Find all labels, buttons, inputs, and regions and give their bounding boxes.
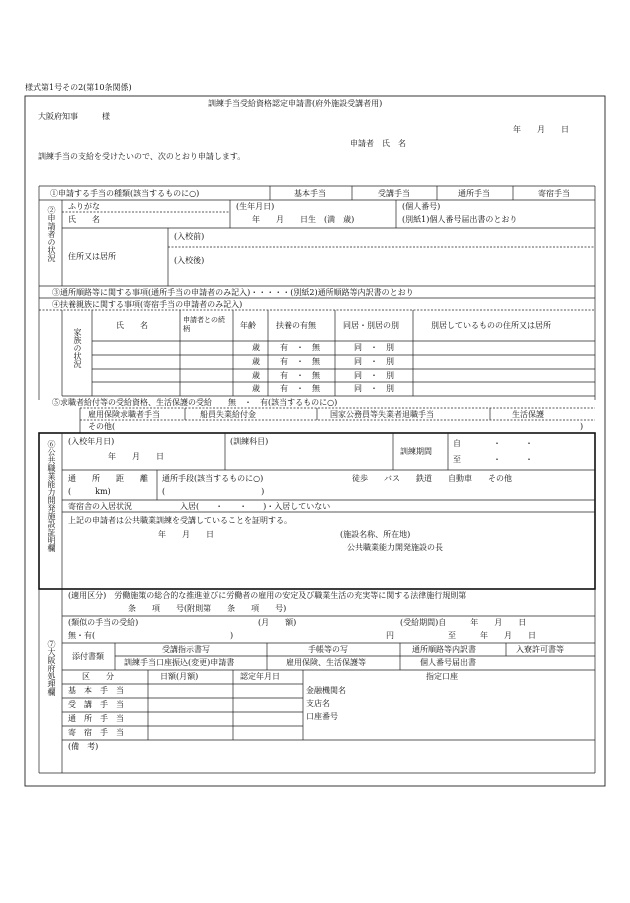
distance-km: ( km) xyxy=(68,487,111,496)
support-choice[interactable]: 有 ・ 無 xyxy=(280,357,320,366)
commute-distance-label: 通 所 距 離 xyxy=(68,474,148,483)
col-support: 扶養の有無 xyxy=(276,321,316,330)
commute-means-paren: ( ) xyxy=(162,487,265,496)
col-name: 氏 名 xyxy=(116,321,148,330)
receipt-period-to: 至 年 月 日 xyxy=(448,631,536,640)
row-attend: 受 講 手 当 xyxy=(68,700,124,709)
doc-insurance[interactable]: 雇用保険、生活保護等 xyxy=(286,658,366,667)
certification-text: 上記の申請者は公共職業訓練を受講していることを証明する。 xyxy=(68,516,292,525)
allowance-type-label: ①申請する手当の種類(該当するものに○) xyxy=(50,189,200,198)
benefit-welfare[interactable]: 生活保護 xyxy=(512,410,544,419)
osaka-processing-side-label: ⑦大阪府処理欄 xyxy=(47,640,56,696)
period-to: 至 ・ ・ xyxy=(453,455,533,464)
cohabit-choice[interactable]: 同 ・ 別 xyxy=(354,343,394,352)
doc-route-detail[interactable]: 通所順路等内訳書 xyxy=(412,645,476,654)
row-basic: 基 本 手 当 xyxy=(68,686,124,695)
dob-label: (生年月日) xyxy=(236,202,275,211)
opt-dorm[interactable]: 寄宿手当 xyxy=(538,189,570,198)
age-unit: 歳 xyxy=(252,343,260,352)
col-cohabit: 同居・別居の別 xyxy=(343,321,399,330)
benefit-seamen[interactable]: 船員失業給付金 xyxy=(200,410,256,419)
doc-dorm-permit[interactable]: 入寮許可書等 xyxy=(516,645,564,654)
family-status-label: 家族の状況 xyxy=(73,328,82,368)
cohabit-choice[interactable]: 同 ・ 別 xyxy=(354,384,394,393)
cohabit-choice[interactable]: 同 ・ 別 xyxy=(354,371,394,380)
facility-head-label: 公共職業能力開発施設の長 xyxy=(347,543,443,552)
benefits-section-label: ⑤求職者給付等の受給資格、生活保護の受給 無 ・ 有(該当するものに○) xyxy=(52,398,338,407)
applicable-category: (適用区分) 労働施策の総合的な推進並びに労働者の雇用の安定及び職業生活の充実等に関する法律施行規則第 xyxy=(68,591,467,600)
support-choice[interactable]: 有 ・ 無 xyxy=(280,343,320,352)
before-entry-label: (入校前) xyxy=(174,232,205,241)
certification-date: 年 月 日 xyxy=(158,530,214,539)
similar-allowance-choice[interactable]: 無・有( xyxy=(68,631,96,640)
facility-name-label: (施設名称、所在地) xyxy=(340,530,411,539)
period-from: 自 ・ ・ xyxy=(453,439,533,448)
row-dorm: 寄 宿 手 当 xyxy=(68,728,124,737)
support-choice[interactable]: 有 ・ 無 xyxy=(280,384,320,393)
opt-basic[interactable]: 基本手当 xyxy=(294,189,326,198)
receipt-period-from: (受給期間)自 年 月 日 xyxy=(400,618,527,627)
applicant-name-label: 申請者 氏 名 xyxy=(350,139,406,148)
doc-training-order[interactable]: 受講指示書写 xyxy=(162,645,210,654)
similar-allowance-label: (類似の手当の受給) xyxy=(68,618,139,627)
dob-line: 年 月 日生 (満 歳) xyxy=(252,215,355,224)
entry-date-line: 年 月 日 xyxy=(108,452,164,461)
intro-text: 訓練手当の支給を受けたいので、次のとおり申請します。 xyxy=(38,152,246,161)
monthly-amount-label: (月 額) xyxy=(258,618,297,627)
th-approval-date: 認定年月日 xyxy=(240,672,280,681)
mynumber-label: (個人番号) xyxy=(402,202,441,211)
addressee: 大阪府知事 様 xyxy=(38,112,110,121)
address-label: 住所又は居所 xyxy=(68,252,116,261)
doc-handbook-copy[interactable]: 手帳等の写 xyxy=(308,645,348,654)
similar-allowance-close: ) xyxy=(230,631,234,640)
col-relation: 申請者との続柄 xyxy=(183,316,225,333)
th-designated-account: 指定口座 xyxy=(426,672,458,681)
support-choice[interactable]: 有 ・ 無 xyxy=(280,371,320,380)
form-title: 訓練手当受給資格認定申請書(府外施設受講者用) xyxy=(208,99,383,108)
cohabit-choice[interactable]: 同 ・ 別 xyxy=(354,357,394,366)
training-course-label: (訓練科目) xyxy=(230,437,269,446)
commute-route-section: ③通所順路等に関する事項(通所手当の申請者のみ記入)・・・・・(別紙2)通所順路等内訳書のとおり xyxy=(52,288,414,297)
account-number-label: 口座番号 xyxy=(306,712,338,721)
opt-commute[interactable]: 通所手当 xyxy=(458,189,490,198)
th-daily-amount: 日額(月額) xyxy=(160,672,199,681)
bank-name-label: 金融機関名 xyxy=(306,686,346,695)
commute-means-options[interactable]: 徒歩 バス 鉄道 自動車 その他 xyxy=(352,474,512,483)
applicant-side-label: ②申請者の状況 xyxy=(47,206,56,262)
training-period-label: 訓練期間 xyxy=(400,447,432,456)
row-commute: 通 所 手 当 xyxy=(68,714,124,723)
doc-mynumber[interactable]: 個人番号届出書 xyxy=(420,658,476,667)
benefit-unemployment[interactable]: 雇用保険求職者手当 xyxy=(88,410,160,419)
benefit-civil-servant[interactable]: 国家公務員等失業者退職手当 xyxy=(330,410,434,419)
name-label: 氏 名 xyxy=(68,215,100,224)
form-code: 様式第1号その2(第10条関係) xyxy=(25,83,132,92)
applicable-category-line2: 条 項 号(附則第 条 項 号) xyxy=(128,604,287,613)
remarks-label: (備 考) xyxy=(68,742,99,751)
col-age: 年齢 xyxy=(240,321,256,330)
age-unit: 歳 xyxy=(252,384,260,393)
submission-date: 年 月 日 xyxy=(513,125,569,134)
mynumber-note: (別紙1)個人番号届出書のとおり xyxy=(402,215,518,224)
benefit-other-close: ) xyxy=(580,422,584,431)
furigana-label: ふりがな xyxy=(68,202,100,211)
branch-name-label: 支店名 xyxy=(306,699,330,708)
age-unit: 歳 xyxy=(252,357,260,366)
col-separate-address: 別居しているものの住所又は居所 xyxy=(431,321,551,330)
dorm-status-label: 寄宿舎の入居状況 xyxy=(68,502,132,511)
yen-unit: 円 xyxy=(386,631,394,640)
th-category: 区 分 xyxy=(82,672,114,681)
facility-cert-side-label: ⑥公共職業能力開発施設証明欄 xyxy=(47,440,56,552)
doc-account-transfer[interactable]: 訓練手当口座振込(変更)申請書 xyxy=(124,658,235,667)
age-unit: 歳 xyxy=(252,371,260,380)
dorm-status-choice[interactable]: 入居( ・ ・ )・入居していない xyxy=(180,502,331,511)
entry-date-label: (入校年月日) xyxy=(68,437,115,446)
dependents-section-label: ④扶養親族に関する事項(寄宿手当の申請者のみ記入) xyxy=(52,300,243,309)
opt-attend[interactable]: 受講手当 xyxy=(378,189,410,198)
commute-means-label: 通所手段(該当するものに○) xyxy=(162,474,264,483)
benefit-other[interactable]: その他( xyxy=(88,422,116,431)
after-entry-label: (入校後) xyxy=(174,256,205,265)
attachments-label: 添付書類 xyxy=(72,652,104,661)
